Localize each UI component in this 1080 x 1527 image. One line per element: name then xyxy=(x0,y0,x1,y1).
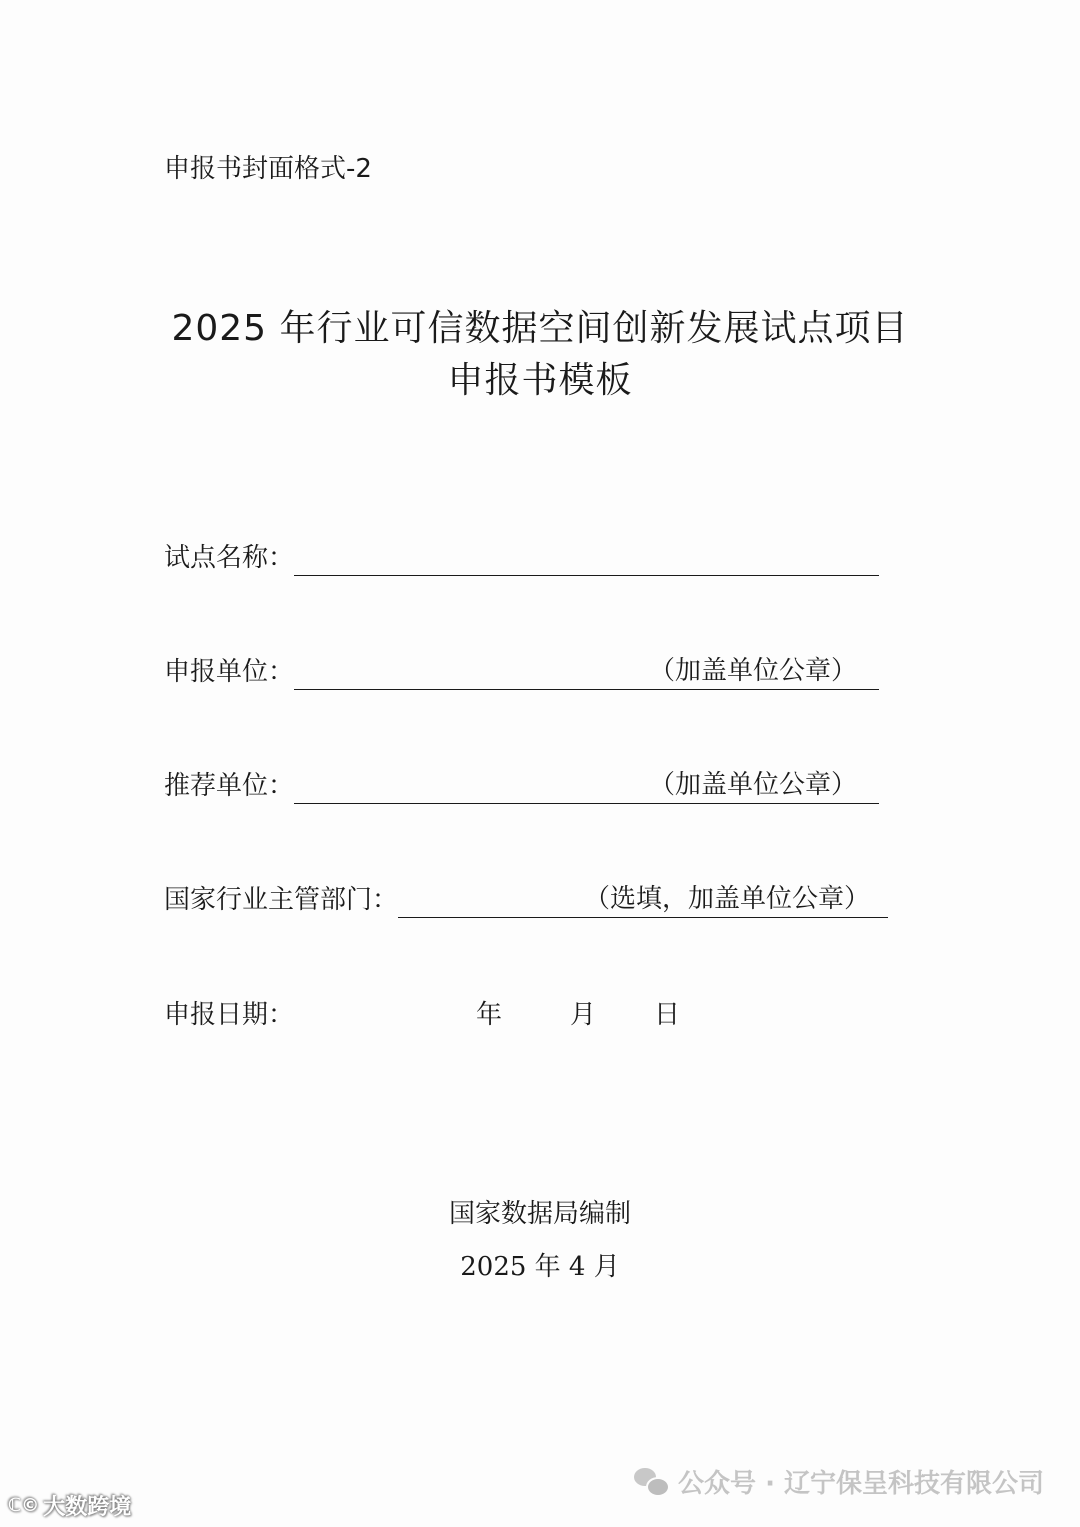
field-note: （加盖单位公章） xyxy=(649,770,858,800)
recommending-unit-blank[interactable] xyxy=(294,769,879,804)
date-day-label: 日 xyxy=(654,1000,681,1030)
applicant-unit-blank[interactable] xyxy=(294,655,879,690)
field-note: （加盖单位公章） xyxy=(649,656,858,686)
field-applicant-unit xyxy=(164,650,879,690)
wechat-icon xyxy=(634,1468,668,1496)
watermark-left-text: 大数跨境 xyxy=(43,1495,132,1520)
field-label: 国家行业主管部门： xyxy=(164,885,399,915)
field-recommending-unit xyxy=(164,764,879,804)
watermark-right-text: 公众号 · 辽宁保呈科技有限公司 xyxy=(678,1469,1044,1499)
watermark-left xyxy=(8,1490,131,1521)
field-label: 推荐单位： xyxy=(164,771,295,801)
field-label: 试点名称： xyxy=(164,543,295,573)
logo-icon: ℂ© xyxy=(8,1495,40,1516)
date-month-label: 月 xyxy=(570,1000,597,1030)
document-title-line2: 申报书模板 xyxy=(447,360,633,401)
date-label: 申报日期： xyxy=(164,1000,295,1030)
issue-date: 2025 年 4 月 xyxy=(460,1252,620,1282)
field-note: （选填，加盖单位公章） xyxy=(584,884,871,914)
industry-authority-blank[interactable] xyxy=(398,883,888,918)
pilot-name-blank[interactable] xyxy=(294,541,879,576)
field-pilot-name xyxy=(164,536,879,576)
field-industry-authority xyxy=(164,878,888,918)
field-application-date xyxy=(164,994,864,1034)
issuer-line: 国家数据局编制 xyxy=(448,1199,631,1229)
cover-format-label: 申报书封面格式-2 xyxy=(164,154,372,184)
date-year-label: 年 xyxy=(476,1000,503,1030)
field-label: 申报单位： xyxy=(164,657,295,687)
watermark-right xyxy=(634,1463,1044,1500)
document-title-line1: 2025 年行业可信数据空间创新发展试点项目 xyxy=(171,308,909,349)
